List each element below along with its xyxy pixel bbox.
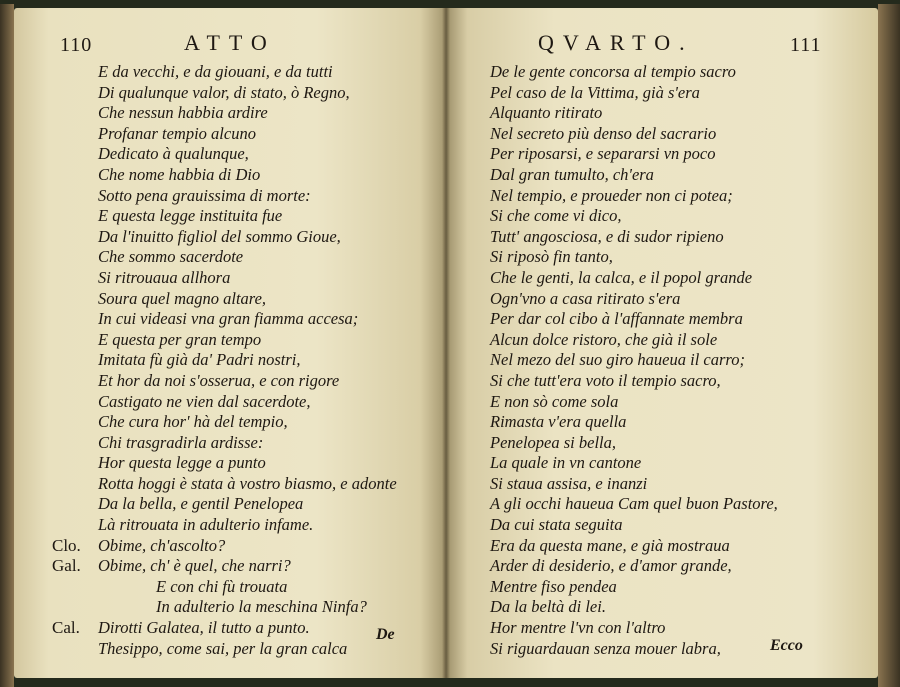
text-line <box>52 309 442 330</box>
text-line <box>52 597 442 618</box>
verse-text: Per dar col cibo à l'affannate membra <box>490 309 743 329</box>
verse-text: Si ritrouaua allhora <box>98 267 231 287</box>
verse-text: Thesippo, come sai, per la gran calca <box>98 638 348 658</box>
text-line <box>52 227 442 248</box>
text-line <box>490 350 866 371</box>
text-line <box>52 536 442 557</box>
left-page-number: 110 <box>60 34 93 56</box>
text-line <box>52 515 442 536</box>
right-page <box>446 8 878 678</box>
verse-text: Che nome habbia di Dio <box>98 164 261 184</box>
book-cover-left-edge <box>0 4 14 687</box>
text-line <box>490 556 866 577</box>
text-line <box>52 494 442 515</box>
verse-text: E questa per gran tempo <box>98 329 262 349</box>
verse-text: E con chi fù trouata <box>156 576 288 596</box>
verse-text: E da vecchi, e da giouani, e da tutti <box>98 62 333 81</box>
right-page-number: 111 <box>790 34 822 56</box>
text-line <box>490 227 866 248</box>
text-line <box>52 577 442 598</box>
verse-text: Dal gran tumulto, ch'era <box>490 164 654 184</box>
text-line <box>490 103 866 124</box>
text-line <box>490 330 866 351</box>
verse-text: Obime, ch'ascolto? <box>98 535 226 555</box>
speaker-label: Gal. <box>52 556 81 576</box>
text-line <box>490 515 866 536</box>
text-line <box>52 124 442 145</box>
text-line <box>52 62 442 83</box>
speaker-label: Clo. <box>52 535 81 555</box>
verse-text: Ogn'vno a casa ritirato s'era <box>490 288 681 308</box>
text-line <box>490 268 866 289</box>
verse-text: Da l'inuitto figliol del sommo Gioue, <box>98 226 341 246</box>
verse-text: De le gente concorsa al tempio sacro <box>490 62 736 81</box>
verse-text: Castigato ne vien dal sacerdote, <box>98 391 311 411</box>
text-line <box>490 83 866 104</box>
verse-text: Alcun dolce ristoro, che già il sole <box>490 329 718 349</box>
verse-text: Che nessun habbia ardire <box>98 103 268 123</box>
verse-text: Obime, ch' è quel, che narri? <box>98 556 291 576</box>
verse-text: Che sommo sacerdote <box>98 247 244 267</box>
book-cover-right-edge <box>878 4 900 687</box>
text-line <box>52 433 442 454</box>
verse-text: Et hor da noi s'osserua, e con rigore <box>98 370 340 390</box>
speaker-label: Cal. <box>52 618 80 638</box>
verse-text: In cui videasi vna gran fiamma accesa; <box>98 309 359 329</box>
text-line <box>52 330 442 351</box>
text-line <box>52 412 442 433</box>
text-line <box>52 371 442 392</box>
verse-text: Mentre fiso pendea <box>490 576 617 596</box>
verse-text: In adulterio la meschina Ninfa? <box>156 597 367 617</box>
text-line <box>490 289 866 310</box>
right-running-head: QVARTO. <box>538 30 694 55</box>
verse-text: Da la beltà di lei. <box>490 597 606 617</box>
verse-text: Di qualunque valor, di stato, ò Regno, <box>98 82 350 102</box>
verse-text: Soura quel magno altare, <box>98 288 267 308</box>
text-line <box>52 350 442 371</box>
left-text-lines <box>52 62 442 659</box>
right-text-lines <box>490 62 866 659</box>
text-line <box>490 577 866 598</box>
verse-text: Nel secreto più denso del sacrario <box>490 123 717 143</box>
text-line <box>52 165 442 186</box>
verse-text: La quale in vn cantone <box>490 453 642 473</box>
verse-text: Alquanto ritirato <box>490 103 603 123</box>
text-line <box>490 618 866 639</box>
verse-text: Hor mentre l'vn con l'altro <box>490 618 666 638</box>
verse-text: Dirotti Galatea, il tutto a punto. <box>98 618 310 638</box>
verse-text: Da la bella, e gentil Penelopea <box>98 494 304 514</box>
text-line <box>490 309 866 330</box>
verse-text: E non sò come sola <box>490 391 619 411</box>
text-line <box>52 103 442 124</box>
verse-text: Imitata fù già da' Padri nostri, <box>98 350 301 370</box>
verse-text: Si riguardauan senza mouer labra, <box>490 638 721 658</box>
verse-text: Rotta hoggi è stata à vostro biasmo, e adonte <box>98 473 397 493</box>
verse-text: Nel tempio, e proueder non ci potea; <box>490 185 733 205</box>
verse-text: Penelopea si bella, <box>490 432 617 452</box>
verse-text: Chi trasgradirla ardisse: <box>98 432 264 452</box>
verse-text: Si che come vi dico, <box>490 206 622 226</box>
text-line <box>490 62 866 83</box>
left-page <box>14 8 446 678</box>
text-line <box>490 165 866 186</box>
verse-text: Dedicato à qualunque, <box>98 144 249 164</box>
text-line <box>52 247 442 268</box>
verse-text: Tutt' angosciosa, e di sudor ripieno <box>490 226 724 246</box>
text-line <box>490 412 866 433</box>
verse-text: Che le genti, la calca, e il popol grande <box>490 267 753 287</box>
verse-text: Si che tutt'era voto il tempio sacro, <box>490 370 721 390</box>
verse-text: Là ritrouata in adulterio infame. <box>98 515 314 535</box>
text-line <box>52 556 442 577</box>
verse-text: Rimasta v'era quella <box>490 412 627 432</box>
left-catchword: De <box>376 626 395 643</box>
verse-text: Era da questa mane, e già mostraua <box>490 535 730 555</box>
text-line <box>490 247 866 268</box>
text-line <box>490 124 866 145</box>
text-line <box>490 392 866 413</box>
text-line <box>52 392 442 413</box>
text-line <box>52 268 442 289</box>
text-line <box>52 289 442 310</box>
verse-text: Che cura hor' hà del tempio, <box>98 412 288 432</box>
text-line <box>52 474 442 495</box>
text-line <box>52 144 442 165</box>
left-running-head: ATTO <box>184 30 276 55</box>
verse-text: A gli occhi haueua Cam quel buon Pastore, <box>490 494 778 514</box>
verse-text: Si riposò fin tanto, <box>490 247 613 267</box>
text-line <box>490 536 866 557</box>
verse-text: Si staua assisa, e inanzi <box>490 473 648 493</box>
verse-text: Nel mezo del suo giro haueua il carro; <box>490 350 745 370</box>
text-line <box>52 186 442 207</box>
text-line <box>52 206 442 227</box>
verse-text: Profanar tempio alcuno <box>98 123 256 143</box>
verse-text: E questa legge instituita fue <box>98 206 283 226</box>
text-line <box>52 83 442 104</box>
verse-text: Hor questa legge a punto <box>98 453 266 473</box>
text-line <box>490 494 866 515</box>
text-line <box>490 639 866 660</box>
verse-text: Arder di desiderio, e d'amor grande, <box>490 556 732 576</box>
text-line <box>490 453 866 474</box>
verse-text: Pel caso de la Vittima, già s'era <box>490 82 700 102</box>
text-line <box>52 453 442 474</box>
right-catchword: Ecco <box>770 637 803 654</box>
text-line <box>490 597 866 618</box>
text-line <box>490 474 866 495</box>
verse-text: Da cui stata seguita <box>490 515 623 535</box>
text-line <box>490 206 866 227</box>
text-line <box>490 186 866 207</box>
verse-text: Sotto pena grauissima di morte: <box>98 185 311 205</box>
text-line <box>490 144 866 165</box>
book-gutter <box>442 8 450 678</box>
text-line <box>490 371 866 392</box>
verse-text: Per riposarsi, e separarsi vn poco <box>490 144 716 164</box>
text-line <box>490 433 866 454</box>
